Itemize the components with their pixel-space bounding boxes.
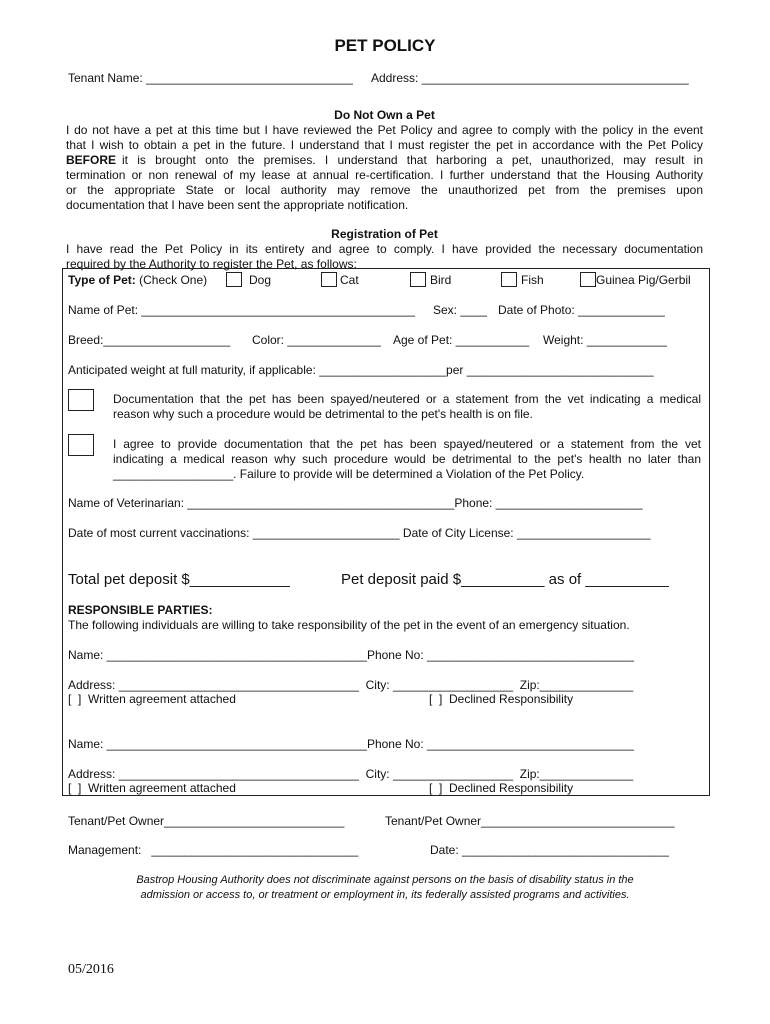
weight-field[interactable]: Weight: ____________ [543,333,667,347]
fish-label: Fish [521,273,544,287]
sex-field[interactable]: Sex: ____ [433,303,488,317]
tenant-owner-2-signature[interactable]: Tenant/Pet Owner_____________________________ [385,814,675,828]
anticipated-weight-field[interactable]: Anticipated weight at full maturity, if applicable: ___________________per ____________________________ [68,363,654,377]
party1-declined[interactable]: [ ] Declined Responsibility [429,692,574,706]
cat-label: Cat [340,273,359,287]
tenant-owner-1-signature[interactable]: Tenant/Pet Owner___________________________ [68,814,345,828]
disclaimer-line-1: Bastrop Housing Authority does not discriminate against persons on the basis of disability status in the [136,874,634,886]
tenant-name-field[interactable]: Tenant Name: _______________________________ [68,71,353,85]
responsible-intro: The following individuals are willing to take responsibility of the pet in the event of an emergency situation. [68,618,630,632]
party2-declined[interactable]: [ ] Declined Responsibility [429,781,574,795]
spay-option-1: Documentation that the pet has been spayed/neutered or a statement from the vet indicating a medical reason why such a procedure would be detrimental to the pet's health is on file. [113,392,701,421]
registration-line-1: I have read the Pet Policy in its entirety and agree to comply. I have provided the necessary documentation [66,242,703,256]
management-signature[interactable]: Management: _______________________________ [68,843,359,857]
age-field[interactable]: Age of Pet: ___________ [393,333,530,347]
no-pet-line-1: I do not have a pet at this time but I have reviewed the Pet Policy and agree to comply with the policy in the event [66,123,703,137]
spay-option-2: I agree to provide documentation that the pet has been spayed/neutered or a statement from the vet indicating a medical reason why such procedure would be detrimental to the pet's health no later than __________________. Failure to provide will be determined a Violation of the Pet Policy. [113,437,701,481]
deposit-paid-field[interactable]: Pet deposit paid $__________ as of __________ [341,571,669,588]
no-pet-line-5: or the appropriate State or local authority may remove the unauthorized pet from the premises upon [66,183,703,197]
pet-type-row [68,273,207,288]
photo-date-field[interactable]: Date of Photo: _____________ [498,303,665,317]
no-pet-paragraph [66,123,703,213]
before-emphasis: BEFORE [66,153,117,167]
disclaimer-line-2: admission or access to, or treatment or employment in, its federally assisted programs and activities. [140,889,630,901]
breed-field[interactable]: Breed:___________________ [68,333,231,347]
no-pet-line-2: that I wish to obtain a pet in the future. I understand that I must register the pet in accordance with the Pet Policy [66,138,703,152]
address-field[interactable]: Address: ________________________________________ [371,71,689,85]
party1-name-field[interactable]: Name: _______________________________________Phone No: _______________________________ [68,648,634,662]
no-pet-line-6: documentation that I have been sent the appropriate notification. [66,198,409,212]
page-title: PET POLICY [334,36,436,55]
veterinarian-field[interactable]: Name of Veterinarian: ________________________________________Phone: ______________________ [68,496,643,510]
no-pet-heading: Do Not Own a Pet [334,108,435,122]
registration-line-2: required by the Authority to register the Pet, as follows: [66,257,357,271]
party2-written-agreement[interactable]: [ ] Written agreement attached [68,781,236,795]
party2-name-field[interactable]: Name: _______________________________________Phone No: _______________________________ [68,737,634,751]
cat-checkbox[interactable] [321,272,337,287]
responsible-heading: RESPONSIBLE PARTIES: [68,603,213,617]
registration-heading: Registration of Pet [331,227,438,241]
dog-label: Dog [249,273,272,287]
spay-on-file-checkbox[interactable] [68,389,94,411]
party1-address-field[interactable]: Address: ____________________________________ City: __________________ Zip:______________ [68,678,634,692]
fish-checkbox[interactable] [501,272,517,287]
vaccination-field[interactable]: Date of most current vaccinations: ______________________ Date of City License: ____________________ [68,526,651,540]
pet-type-label: Type of Pet: [68,273,136,287]
bird-checkbox[interactable] [410,272,426,287]
no-pet-line-3: BEFORE it is brought onto the premises. I understand that harboring a pet, unauthorized, may result in [66,153,703,167]
guinea-pig-gerbil-checkbox[interactable] [580,272,596,287]
pet-type-hint: (Check One) [139,273,208,287]
guinea-pig-gerbil-label: Guinea Pig/Gerbil [596,273,691,287]
dog-checkbox[interactable] [226,272,242,287]
no-pet-line-4: termination or non renewal of my lease at annual re-certification. I further understand that the Housing Authority [66,168,703,182]
signature-date-field[interactable]: Date: _______________________________ [430,843,669,857]
form-revision-date: 05/2016 [68,962,114,977]
party1-written-agreement[interactable]: [ ] Written agreement attached [68,692,236,706]
pet-name-field[interactable]: Name of Pet: _________________________________________ [68,303,415,317]
party2-address-field[interactable]: Address: ____________________________________ City: __________________ Zip:______________ [68,767,634,781]
total-deposit-field[interactable]: Total pet deposit $____________ [68,571,290,588]
spay-will-provide-checkbox[interactable] [68,434,94,456]
bird-label: Bird [430,273,452,287]
color-field[interactable]: Color: ______________ [252,333,381,347]
